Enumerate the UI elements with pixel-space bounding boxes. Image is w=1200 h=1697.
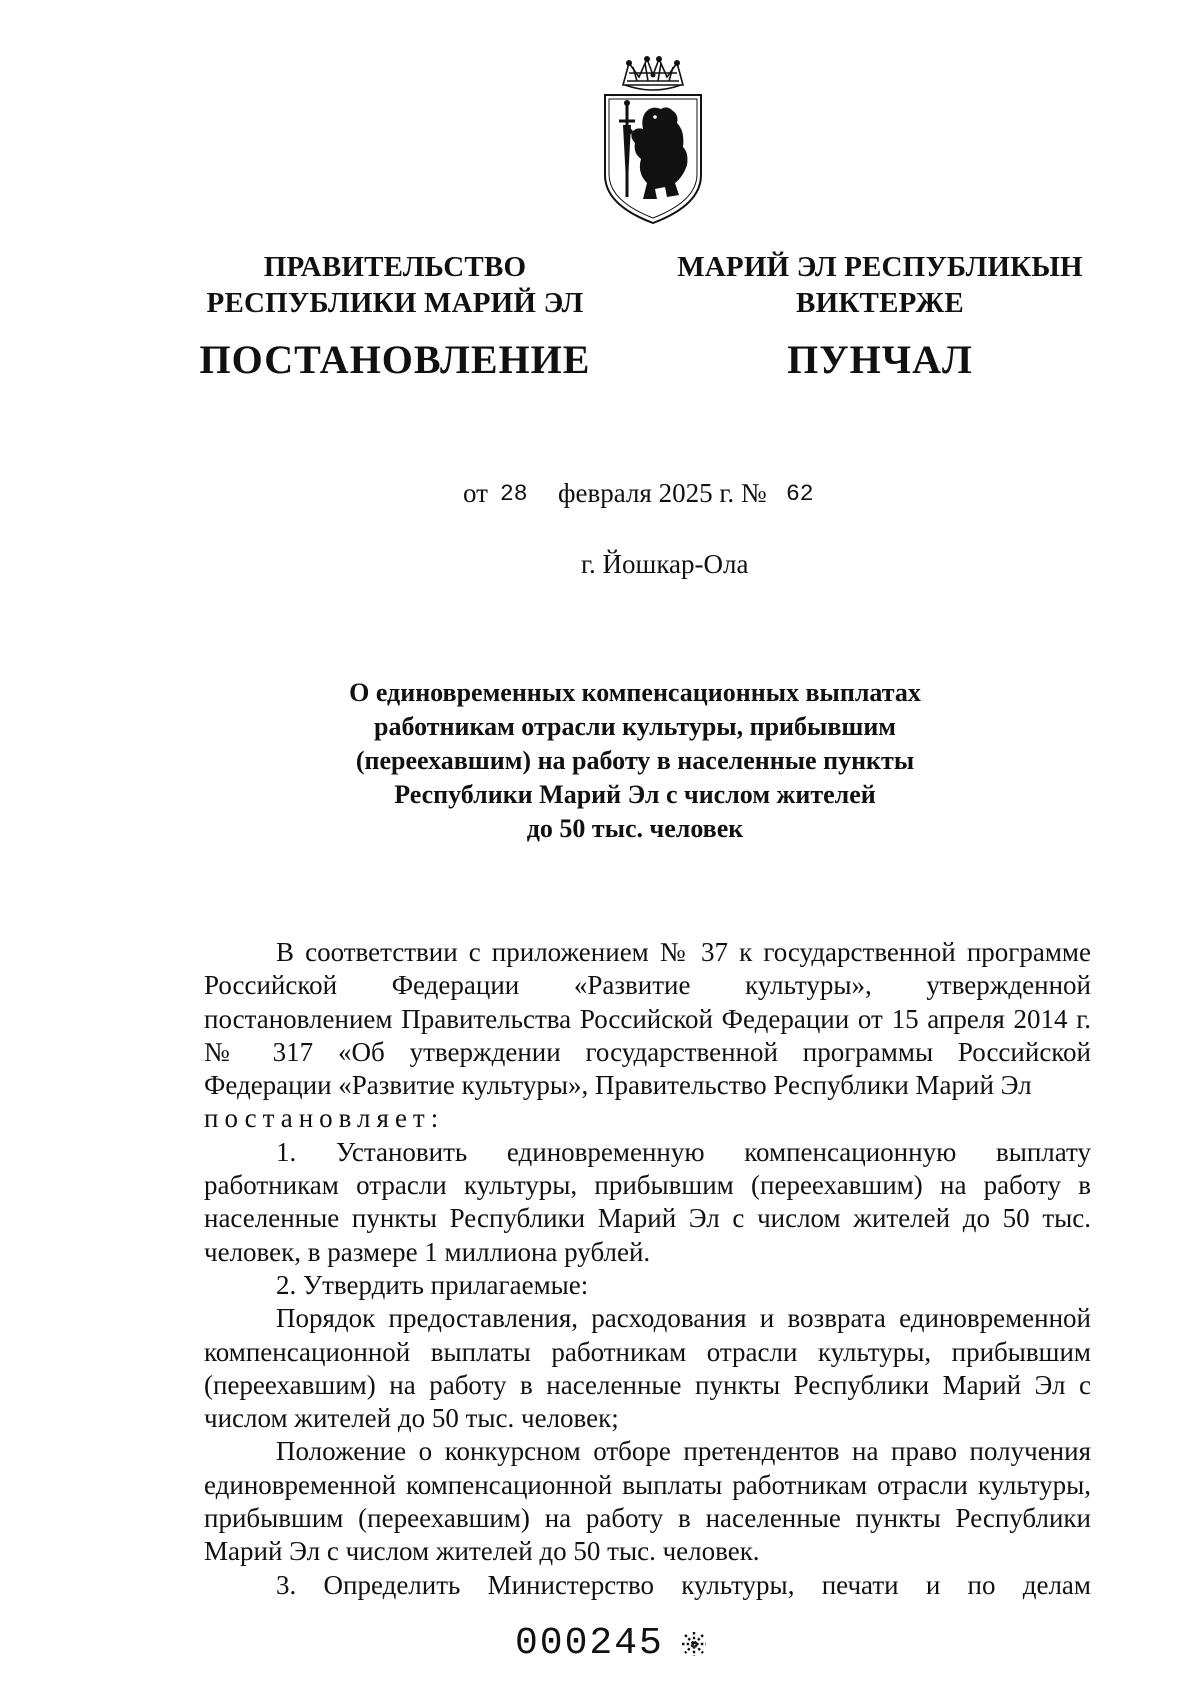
- document-type: ПОСТАНОВЛЕНИЕ: [199, 337, 591, 382]
- date-month-year: февраля 2025 г. №: [558, 478, 767, 508]
- title-line: Республики Марий Эл с числом жителей: [394, 780, 876, 809]
- preamble-text: В соответствии с приложением № 37 к государственной программе Российской Федерации «Развитие культуры», утвержденной постановлением Правительства Российской Федерации от 15 апреля 2014 г. № 317 «Об утверждении государственной программы Российской Федерации «Развитие культуры», Правительство Республики Марий Эл: [204, 937, 1091, 1101]
- date-prefix: от: [463, 478, 488, 508]
- paragraph-procedure: Порядок предоставления, расходования и возврата единовременной компенсационной выплаты работникам отрасли культуры, прибывшим (переехавшим) на работу в населенные пункты Республики Марий Эл с числом жителей до 50 тыс. человек;: [204, 1303, 1091, 1434]
- city: г. Йошкар-Ола: [581, 549, 749, 579]
- paragraph-regulation: Положение о конкурсном отборе претендентов на право получения единовременной компенсационной выплаты работникам отрасли культуры, прибывшим (переехавшим) на работу в населенные пункты Республики Марий Эл с числом жителей до 50 тыс. человек.: [204, 1436, 1091, 1567]
- document-number: 62: [786, 481, 814, 507]
- org-name-mari-line2: ВИКТЕРЖЕ: [796, 287, 964, 319]
- paragraph-item-2: 2. Утвердить прилагаемые:: [276, 1269, 589, 1300]
- date-day: 28: [500, 481, 528, 507]
- header-right: [660, 249, 1100, 383]
- serial-number: 000245: [515, 1622, 664, 1665]
- title-line: (переехавшим) на работу в населенные пункты: [355, 746, 915, 775]
- document-title: [250, 676, 1020, 846]
- title-line: до 50 тыс. человек: [526, 814, 744, 843]
- org-name-line1: ПРАВИТЕЛЬСТВО: [263, 251, 527, 283]
- header-left: [195, 249, 595, 383]
- org-name-mari-line1: МАРИЙ ЭЛ РЕСПУБЛИКЫН: [677, 251, 1083, 283]
- asterisk-mark-icon: [680, 1630, 708, 1658]
- paragraph-preamble: [204, 936, 1091, 1136]
- document-type-mari: ПУНЧАЛ: [787, 337, 973, 382]
- document-body: [204, 936, 1091, 1602]
- paragraph-item-1: 1. Установить единовременную компенсационную выплату работникам отрасли культуры, прибывшим (переехавшим) на работу в населенные пункты Республики Марий Эл с числом жителей до 50 тыс. человек, в размере 1 миллиона рублей.: [204, 1136, 1091, 1267]
- coat-of-arms-icon: [593, 55, 713, 233]
- paragraph-item-3: 3. Определить Министерство культуры, печати и по делам: [276, 1569, 1091, 1600]
- resolves-word: постановляет:: [204, 1103, 445, 1134]
- org-name-line2: РЕСПУБЛИКИ МАРИЙ ЭЛ: [206, 287, 584, 319]
- title-line: работникам отрасли культуры, прибывшим: [373, 712, 897, 741]
- title-line: О единовременных компенсационных выплатах: [349, 678, 921, 707]
